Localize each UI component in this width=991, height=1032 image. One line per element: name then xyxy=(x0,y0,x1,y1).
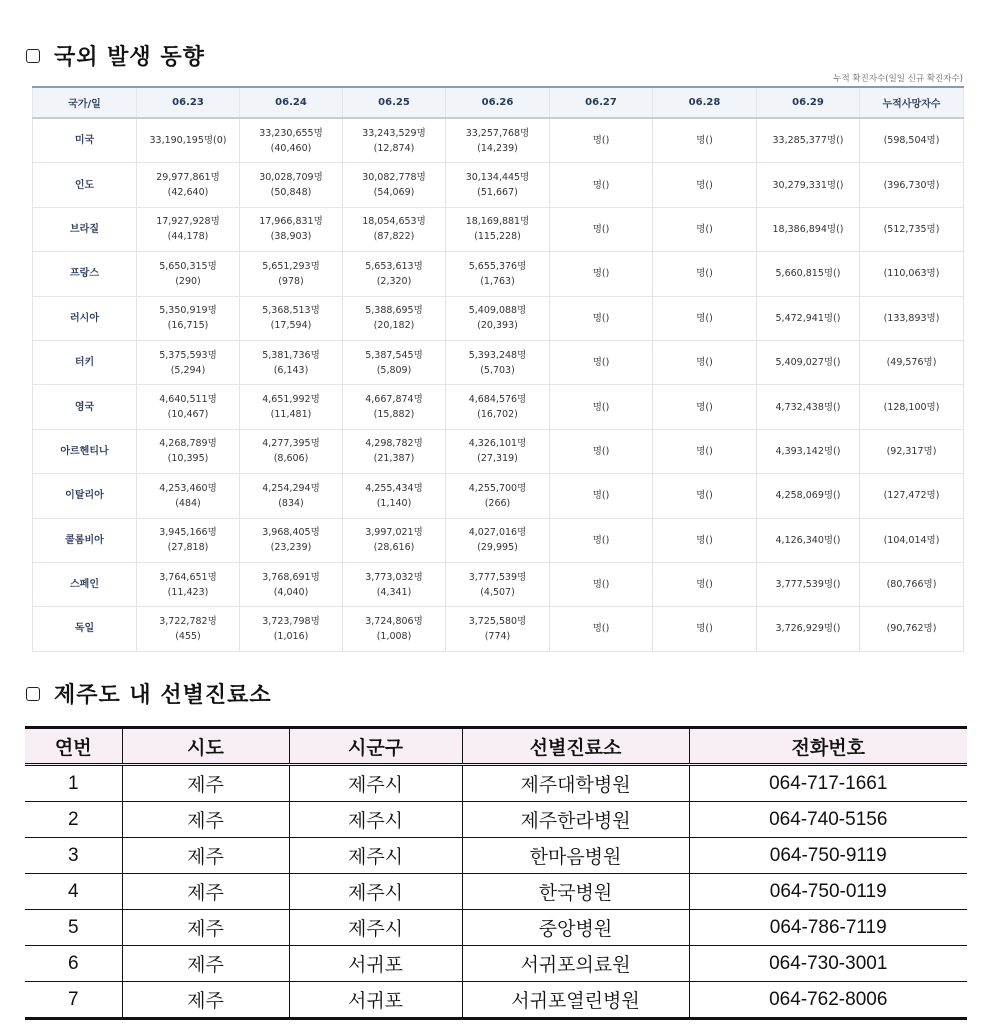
daily-cases-cell xyxy=(446,340,550,384)
daily-cases-cell: 5,660,815명() xyxy=(757,252,860,296)
new-cases: (12,874) xyxy=(373,142,415,154)
country-name: 영국 xyxy=(33,385,137,429)
cumulative-cases: 30,028,709명 xyxy=(259,172,323,184)
new-cases: (44,178) xyxy=(167,231,209,243)
daily-cases-cell: 명() xyxy=(550,296,653,340)
daily-cases-cell xyxy=(137,296,240,340)
daily-cases-cell: 명() xyxy=(550,163,653,207)
daily-cases-cell xyxy=(240,207,343,251)
header-date: 06.23 xyxy=(137,87,240,118)
sido: 제주 xyxy=(122,802,289,838)
table-row xyxy=(33,340,964,384)
table-row xyxy=(25,910,967,946)
daily-cases-cell xyxy=(240,118,343,163)
cumulative-cases: 4,253,460명 xyxy=(159,482,217,494)
cumulative-cases: 30,134,445명 xyxy=(465,172,530,184)
header-no: 연번 xyxy=(25,728,122,765)
new-cases: (455) xyxy=(175,630,201,642)
country-name: 아르헨티나 xyxy=(33,429,137,473)
clinic-name: 한마음병원 xyxy=(462,838,689,874)
row-number: 3 xyxy=(25,838,122,874)
cumulative-cases: 5,409,088명 xyxy=(468,305,527,317)
table-row xyxy=(33,385,964,429)
section-title-overseas xyxy=(26,40,205,71)
new-cases: (50,848) xyxy=(270,187,312,199)
cumulative-deaths: (127,472명) xyxy=(860,474,964,518)
table-row xyxy=(25,946,967,982)
phone-number: 064-750-9119 xyxy=(689,838,967,874)
cumulative-cases: 5,368,513명 xyxy=(262,305,320,317)
daily-cases-cell: 4,258,069명() xyxy=(757,474,860,518)
cumulative-cases: 5,350,919명 xyxy=(159,305,217,317)
checkbox-square-icon xyxy=(26,687,40,701)
daily-cases-cell xyxy=(343,562,446,606)
table-note: 누적 확진자수(일일 신규 확진자수) xyxy=(833,74,963,84)
cumulative-deaths: (104,014명) xyxy=(860,518,964,562)
country-name: 이탈리아 xyxy=(33,474,137,518)
daily-cases-cell xyxy=(446,562,550,606)
new-cases: (17,594) xyxy=(270,320,312,332)
table-row xyxy=(25,838,967,874)
header-date: 06.26 xyxy=(446,87,550,118)
cumulative-cases: 4,298,782명 xyxy=(365,438,423,450)
cumulative-cases: 17,966,831명 xyxy=(259,216,323,228)
cumulative-cases: 4,027,016명 xyxy=(468,527,527,539)
new-cases: (14,239) xyxy=(477,142,518,154)
table-row xyxy=(25,982,967,1019)
cumulative-deaths: (90,762명) xyxy=(860,607,964,651)
sigungu: 서귀포 xyxy=(289,982,462,1019)
table-row xyxy=(33,429,964,473)
cumulative-deaths: (396,730명) xyxy=(860,163,964,207)
new-cases: (54,069) xyxy=(373,187,415,199)
phone-number: 064-786-7119 xyxy=(689,910,967,946)
new-cases: (23,239) xyxy=(270,542,312,554)
daily-cases-cell xyxy=(343,385,446,429)
sigungu: 서귀포 xyxy=(289,946,462,982)
sido: 제주 xyxy=(122,946,289,982)
cumulative-cases: 4,277,395명 xyxy=(262,438,320,450)
cumulative-cases: 4,326,101명 xyxy=(468,438,527,450)
daily-cases-cell: 명() xyxy=(653,118,757,163)
daily-cases-cell xyxy=(446,474,550,518)
new-cases: (774) xyxy=(484,630,511,642)
phone-number: 064-762-8006 xyxy=(689,982,967,1019)
cumulative-cases: 3,945,166명 xyxy=(159,527,217,539)
section-title-text: 국외 발생 동향 xyxy=(54,45,205,70)
header-sigungu: 시군구 xyxy=(289,728,462,765)
table-header-row xyxy=(33,87,964,118)
sido: 제주 xyxy=(122,910,289,946)
sigungu: 제주시 xyxy=(289,765,462,802)
row-number: 5 xyxy=(25,910,122,946)
row-number: 2 xyxy=(25,802,122,838)
new-cases: (42,640) xyxy=(167,187,209,199)
header-sido: 시도 xyxy=(122,728,289,765)
country-name: 스페인 xyxy=(33,562,137,606)
cumulative-cases: 3,997,021명 xyxy=(365,527,423,539)
daily-cases-cell xyxy=(343,163,446,207)
daily-cases-cell xyxy=(240,429,343,473)
clinic-name: 서귀포열린병원 xyxy=(462,982,689,1019)
cumulative-cases: 4,255,700명 xyxy=(468,482,527,494)
daily-cases-cell xyxy=(446,607,550,651)
daily-cases-cell xyxy=(240,252,343,296)
daily-cases-cell xyxy=(240,340,343,384)
new-cases: (115,228) xyxy=(474,231,521,243)
new-cases: (10,395) xyxy=(167,453,209,465)
daily-cases-cell xyxy=(343,474,446,518)
daily-cases-cell xyxy=(137,518,240,562)
table-row xyxy=(33,207,964,251)
cumulative-cases: 3,773,032명 xyxy=(365,571,423,583)
row-number: 4 xyxy=(25,874,122,910)
row-number: 7 xyxy=(25,982,122,1019)
daily-cases-cell: 명() xyxy=(550,562,653,606)
daily-cases-cell xyxy=(240,385,343,429)
cumulative-cases: 5,650,315명 xyxy=(159,260,217,272)
phone-number: 064-750-0119 xyxy=(689,874,967,910)
daily-cases-cell xyxy=(137,340,240,384)
cumulative-cases: 5,653,613명 xyxy=(365,260,423,272)
daily-cases-cell: 명() xyxy=(550,429,653,473)
clinic-name: 서귀포의료원 xyxy=(462,946,689,982)
daily-cases-cell: 명() xyxy=(653,562,757,606)
row-number: 1 xyxy=(25,765,122,802)
overseas-cases-table xyxy=(32,86,964,652)
daily-cases-cell xyxy=(137,429,240,473)
row-number: 6 xyxy=(25,946,122,982)
daily-cases-cell xyxy=(446,385,550,429)
new-cases: (1,140) xyxy=(376,497,412,509)
phone-number: 064-740-5156 xyxy=(689,802,967,838)
new-cases: (978) xyxy=(278,275,304,287)
new-cases: (1,008) xyxy=(376,630,412,642)
daily-cases-cell xyxy=(137,118,240,163)
daily-cases-cell xyxy=(343,296,446,340)
sigungu: 제주시 xyxy=(289,802,462,838)
new-cases: (266) xyxy=(484,497,511,509)
clinic-name: 한국병원 xyxy=(462,874,689,910)
sigungu: 제주시 xyxy=(289,910,462,946)
cumulative-cases: 5,655,376명 xyxy=(468,260,527,272)
table-row xyxy=(33,252,964,296)
clinic-name: 중앙병원 xyxy=(462,910,689,946)
daily-cases-cell xyxy=(240,163,343,207)
daily-cases-cell xyxy=(446,207,550,251)
cumulative-cases: 29,977,861명 xyxy=(156,172,220,184)
daily-cases-cell xyxy=(343,518,446,562)
table-row xyxy=(33,518,964,562)
country-name: 러시아 xyxy=(33,296,137,340)
new-cases: (27,818) xyxy=(167,542,209,554)
new-cases: (20,182) xyxy=(373,320,415,332)
cumulative-deaths: (598,504명) xyxy=(860,118,964,163)
phone-number: 064-717-1661 xyxy=(689,765,967,802)
cumulative-cases: 3,724,806명 xyxy=(365,615,423,627)
daily-cases-cell xyxy=(343,340,446,384)
cumulative-cases: 5,651,293명 xyxy=(262,260,320,272)
clinic-name: 제주대학병원 xyxy=(462,765,689,802)
daily-cases-cell: 명() xyxy=(653,607,757,651)
new-cases: (1,016) xyxy=(273,630,309,642)
new-cases: (4,040) xyxy=(273,586,309,598)
table-row xyxy=(33,163,964,207)
daily-cases-cell: 명() xyxy=(550,518,653,562)
daily-cases-cell xyxy=(137,607,240,651)
phone-number: 064-730-3001 xyxy=(689,946,967,982)
cumulative-deaths: (133,893명) xyxy=(860,296,964,340)
daily-cases-cell xyxy=(137,385,240,429)
daily-cases-cell: 5,409,027명() xyxy=(757,340,860,384)
daily-cases-cell: 18,386,894명() xyxy=(757,207,860,251)
cumulative-deaths: (92,317명) xyxy=(860,429,964,473)
sido: 제주 xyxy=(122,765,289,802)
cumulative-cases: 18,054,653명 xyxy=(362,216,426,228)
cumulative-cases: 33,243,529명 xyxy=(362,127,426,139)
daily-cases-cell xyxy=(240,296,343,340)
daily-cases-cell: 33,285,377명() xyxy=(757,118,860,163)
table-row xyxy=(33,562,964,606)
section-title-jeju-clinics xyxy=(26,678,272,709)
daily-cases-cell xyxy=(343,207,446,251)
daily-cases-cell: 명() xyxy=(653,207,757,251)
table-row xyxy=(33,607,964,651)
country-name: 콜롬비아 xyxy=(33,518,137,562)
cumulative-cases: 3,777,539명 xyxy=(468,571,527,583)
table-row xyxy=(25,765,967,802)
new-cases: (8,606) xyxy=(273,453,309,465)
daily-cases-cell xyxy=(343,118,446,163)
new-cases: (484) xyxy=(175,497,201,509)
daily-cases-cell: 명() xyxy=(653,474,757,518)
cumulative-cases: 5,387,545명 xyxy=(365,349,423,361)
daily-cases-cell xyxy=(446,296,550,340)
country-name: 미국 xyxy=(33,118,137,163)
cumulative-cases: 4,254,294명 xyxy=(262,482,320,494)
checkbox-square-icon xyxy=(26,49,40,63)
cumulative-deaths: (110,063명) xyxy=(860,252,964,296)
header-deaths: 누적사망자수 xyxy=(860,87,964,118)
daily-cases-cell xyxy=(137,207,240,251)
daily-cases-cell: 명() xyxy=(550,385,653,429)
new-cases: (4,507) xyxy=(480,586,515,598)
daily-cases-cell: 명() xyxy=(550,118,653,163)
new-cases: (6,143) xyxy=(273,364,309,376)
table-row xyxy=(25,802,967,838)
new-cases: (1,763) xyxy=(480,275,515,287)
new-cases: (5,703) xyxy=(480,364,515,376)
header-date: 06.27 xyxy=(550,87,653,118)
new-cases: (40,460) xyxy=(270,142,312,154)
daily-cases-cell: 명() xyxy=(653,385,757,429)
cumulative-cases: 4,640,511명 xyxy=(159,394,217,406)
cumulative-cases: 3,764,651명 xyxy=(159,571,217,583)
daily-cases-cell: 4,732,438명() xyxy=(757,385,860,429)
new-cases: (2,320) xyxy=(376,275,412,287)
cumulative-cases: 5,381,736명 xyxy=(262,349,320,361)
new-cases: (51,667) xyxy=(477,187,518,199)
table-header-row xyxy=(25,728,967,765)
daily-cases-cell: 명() xyxy=(550,340,653,384)
new-cases: (11,481) xyxy=(270,409,312,421)
cumulative-cases: 4,684,576명 xyxy=(468,394,527,406)
cumulative-cases: 3,725,580명 xyxy=(468,615,527,627)
daily-cases-cell: 4,393,142명() xyxy=(757,429,860,473)
daily-cases-cell xyxy=(240,474,343,518)
cumulative-cases: 18,169,881명 xyxy=(465,216,530,228)
new-cases: (28,616) xyxy=(373,542,415,554)
new-cases: (16,702) xyxy=(477,409,518,421)
daily-cases-cell: 명() xyxy=(653,340,757,384)
daily-cases-cell xyxy=(240,562,343,606)
country-name: 프랑스 xyxy=(33,252,137,296)
cumulative-deaths: (49,576명) xyxy=(860,340,964,384)
daily-cases-cell xyxy=(343,429,446,473)
new-cases: (21,387) xyxy=(373,453,415,465)
cumulative-cases: 3,968,405명 xyxy=(262,527,320,539)
header-country-date: 국가/일 xyxy=(33,87,137,118)
header-date: 06.28 xyxy=(653,87,757,118)
cumulative-cases: 4,255,434명 xyxy=(365,482,423,494)
clinic-name: 제주한라병원 xyxy=(462,802,689,838)
table-row xyxy=(33,474,964,518)
cumulative-cases: 4,651,992명 xyxy=(262,394,320,406)
new-cases: (16,715) xyxy=(167,320,209,332)
cumulative-cases: 5,393,248명 xyxy=(468,349,527,361)
daily-cases-cell xyxy=(240,518,343,562)
new-cases: (38,903) xyxy=(270,231,312,243)
daily-cases-cell xyxy=(137,474,240,518)
daily-cases-cell: 명() xyxy=(653,163,757,207)
sido: 제주 xyxy=(122,838,289,874)
jeju-clinics-table xyxy=(25,726,967,1020)
cumulative-cases: 5,388,695명 xyxy=(365,305,423,317)
daily-cases-cell: 3,777,539명() xyxy=(757,562,860,606)
daily-cases-cell: 30,279,331명() xyxy=(757,163,860,207)
header-date: 06.24 xyxy=(240,87,343,118)
table-row xyxy=(33,296,964,340)
new-cases: (87,822) xyxy=(373,231,415,243)
cumulative-cases: 3,723,798명 xyxy=(262,615,320,627)
daily-cases-cell xyxy=(137,562,240,606)
header-date: 06.25 xyxy=(343,87,446,118)
cumulative-deaths: (80,766명) xyxy=(860,562,964,606)
new-cases: (4,341) xyxy=(376,586,412,598)
section-title-text: 제주도 내 선별진료소 xyxy=(54,683,272,708)
header-clinic: 선별진료소 xyxy=(462,728,689,765)
cumulative-cases: 3,722,782명 xyxy=(159,615,217,627)
cumulative-cases: 5,375,593명 xyxy=(159,349,217,361)
country-name: 브라질 xyxy=(33,207,137,251)
new-cases: (20,393) xyxy=(477,320,518,332)
daily-cases-cell: 명() xyxy=(550,252,653,296)
daily-cases-cell xyxy=(343,252,446,296)
table-row xyxy=(25,874,967,910)
daily-cases-cell: 명() xyxy=(653,429,757,473)
daily-cases-cell xyxy=(446,429,550,473)
daily-cases-cell xyxy=(446,163,550,207)
daily-cases-cell: 명() xyxy=(550,474,653,518)
cumulative-deaths: (128,100명) xyxy=(860,385,964,429)
daily-cases-cell: 5,472,941명() xyxy=(757,296,860,340)
cumulative-cases: 30,082,778명 xyxy=(362,172,426,184)
cumulative-cases: 3,768,691명 xyxy=(262,571,320,583)
daily-cases-cell: 명() xyxy=(653,518,757,562)
daily-cases-cell: 3,726,929명() xyxy=(757,607,860,651)
daily-cases-cell: 명() xyxy=(550,607,653,651)
country-name: 독일 xyxy=(33,607,137,651)
daily-cases-cell xyxy=(137,252,240,296)
new-cases: (27,319) xyxy=(477,453,518,465)
sigungu: 제주시 xyxy=(289,838,462,874)
daily-cases-cell xyxy=(343,607,446,651)
cumulative-cases: 4,667,874명 xyxy=(365,394,423,406)
cumulative-cases: 33,190,195명(0) xyxy=(149,135,227,147)
new-cases: (5,809) xyxy=(376,364,412,376)
country-name: 인도 xyxy=(33,163,137,207)
new-cases: (11,423) xyxy=(167,586,209,598)
daily-cases-cell: 명() xyxy=(550,207,653,251)
country-name: 터키 xyxy=(33,340,137,384)
cumulative-cases: 17,927,928명 xyxy=(156,216,220,228)
daily-cases-cell: 명() xyxy=(653,296,757,340)
daily-cases-cell: 4,126,340명() xyxy=(757,518,860,562)
cumulative-cases: 4,268,789명 xyxy=(159,438,217,450)
sido: 제주 xyxy=(122,982,289,1019)
daily-cases-cell: 명() xyxy=(653,252,757,296)
new-cases: (29,995) xyxy=(477,542,518,554)
new-cases: (5,294) xyxy=(170,364,206,376)
new-cases: (10,467) xyxy=(167,409,209,421)
daily-cases-cell xyxy=(446,252,550,296)
header-phone: 전화번호 xyxy=(689,728,967,765)
daily-cases-cell xyxy=(446,518,550,562)
daily-cases-cell xyxy=(240,607,343,651)
cumulative-deaths: (512,735명) xyxy=(860,207,964,251)
header-date: 06.29 xyxy=(757,87,860,118)
daily-cases-cell xyxy=(137,163,240,207)
sido: 제주 xyxy=(122,874,289,910)
new-cases: (15,882) xyxy=(373,409,415,421)
table-row xyxy=(33,118,964,163)
daily-cases-cell xyxy=(446,118,550,163)
new-cases: (834) xyxy=(278,497,304,509)
cumulative-cases: 33,230,655명 xyxy=(259,127,323,139)
cumulative-cases: 33,257,768명 xyxy=(465,127,530,139)
sigungu: 제주시 xyxy=(289,874,462,910)
new-cases: (290) xyxy=(175,275,201,287)
